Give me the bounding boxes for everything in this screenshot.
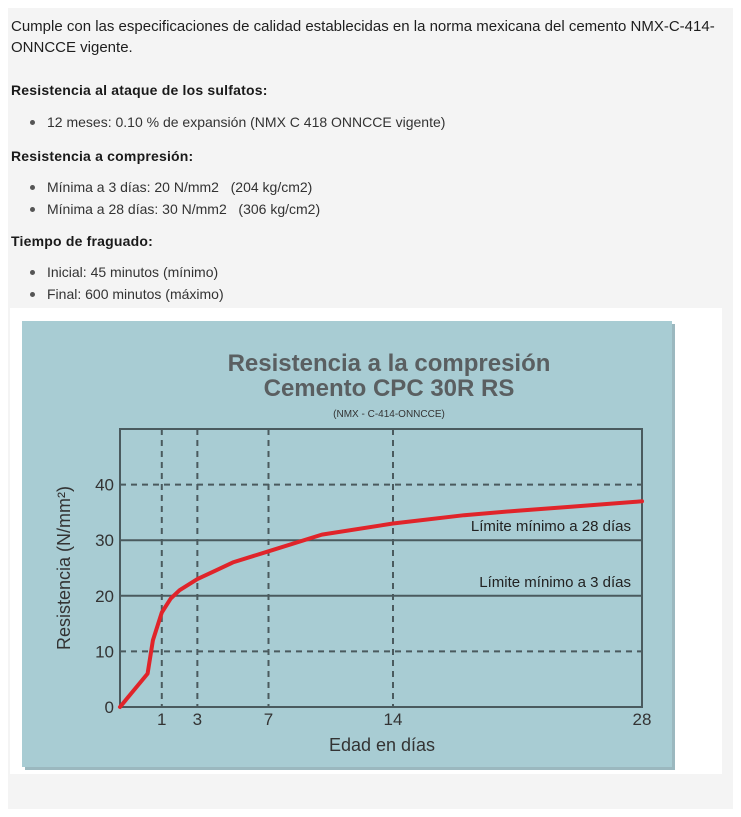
list-setting-time: [30, 261, 224, 305]
y-tick-label: 40: [95, 475, 114, 495]
x-tick-label: 7: [263, 710, 274, 729]
x-tick-label: 3: [192, 710, 203, 729]
list-item: Final: 600 minutos (máximo): [30, 283, 224, 305]
y-axis-label: Resistencia (N/mm²): [54, 485, 74, 651]
y-tick-label: 10: [95, 642, 114, 662]
chart-title: Resistencia a la compresión: [227, 350, 551, 377]
list-item: Mínima a 28 días: 30 N/mm2 (306 kg/cm2): [30, 198, 320, 220]
compression-strength-chart: [22, 321, 672, 767]
x-axis-label: Edad en días: [328, 735, 436, 755]
list-compression: [30, 176, 320, 220]
plot-area: [95, 429, 651, 729]
y-tick-label: 20: [95, 586, 114, 606]
x-tick-label: 14: [383, 710, 403, 729]
reference-line-label: Límite mínimo a 3 días: [479, 573, 631, 591]
list-item: Mínima a 3 días: 20 N/mm2 (204 kg/cm2): [30, 176, 320, 198]
list-item: 12 meses: 0.10 % de expansión (NMX C 418 ONNCCE vigente): [30, 111, 445, 133]
chart-subtitle: Cemento CPC 30R RS: [263, 375, 515, 402]
heading-compression: Resistencia a compresión:: [11, 148, 194, 164]
list-sulfates: [30, 111, 445, 133]
y-tick-label: 30: [95, 531, 114, 551]
x-tick-label: 28: [632, 710, 652, 729]
chart-note: (NMX - C-414-ONNCCE): [333, 409, 445, 420]
heading-sulfates: Resistencia al ataque de los sulfatos:: [11, 82, 268, 98]
reference-line-label: Límite mínimo a 28 días: [470, 518, 631, 536]
intro-text: Cumple con las especificaciones de calidad establecidas en la norma mexicana del cemento NMX-C-414-ONNCCE vigente.: [11, 18, 715, 56]
x-tick-label: 1: [157, 710, 167, 729]
list-item: Inicial: 45 minutos (mínimo): [30, 261, 224, 283]
heading-setting-time: Tiempo de fraguado:: [11, 233, 153, 249]
y-tick-label: 0: [104, 698, 114, 717]
